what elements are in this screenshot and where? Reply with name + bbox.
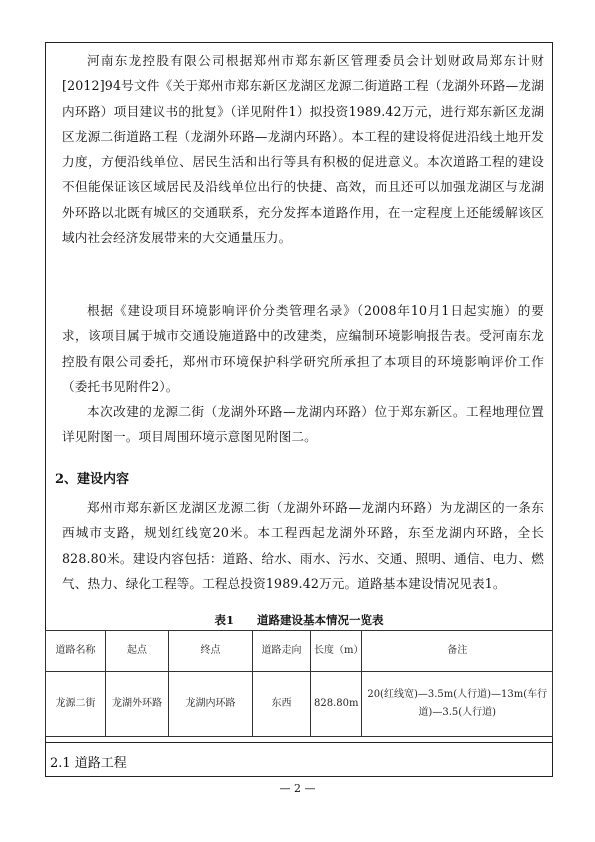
construction-paragraph: 郑州市郑东新区龙湖区龙源二街（龙湖外环路—龙湖内环路）为龙湖区的一条东西城市支路，规划红线宽20米。本工程西起龙湖外环路，东至龙湖内环路，全长828.80米。建设内容包括：道路、给水、雨水、污水、交通、照明、通信、电力、燃气、热力、绿化工程等。工程总投资1989.42万元。道路基本建设情况见表1。 [62,500,544,591]
section-divider [45,742,553,743]
cell-length: 828.80m [311,672,362,737]
cell-start: 龙湖外环路 [106,672,169,737]
header-start: 起点 [106,631,169,672]
table-caption: 表1 道路建设基本情况一览表 [214,613,384,627]
intro-paragraph-1: 河南东龙控股有限公司根据郑州市郑东新区管理委员会计划财政局郑东计财[2012]94号文件《关于郑州市郑东新区龙湖区龙源二街道路工程（龙湖外环路—龙湖内环路）项目建议书的批复》（详见附件1）拟投资1989.42万元，进行郑东新区龙湖区龙源二街道路工程（龙湖外环路—龙湖内环路）。本工程的建设将促进沿线土地开发力度，方便沿线单位、居民生活和出行等具有积极的促进意义。本次道路工程的建设不但能保证该区域居民及沿线单位出行的快捷、高效，而且还可以加强龙湖区与龙湖外环路以北既有城区的交通联系，充分发挥本道路作用，在一定程度上还能缓解该区域内社会经济发展带来的大交通量压力。 [62,53,544,246]
cell-note: 20(红线宽)—3.5m(人行道)—13m(车行道)—3.5(人行道) [362,672,553,737]
intro-paragraph-2: 根据《建设项目环境影响评价分类管理名录》（2008年10月1日起实施）的要求，该项目属于城市交通设施道路中的改建类，应编制环境影响报告表。受河南东龙控股有限公司委托，郑州市环境保护科学研究所承担了本项目的环境影响评价工作（委托书见附件2）。 [62,303,544,394]
subsection-title-road: 2.1 道路工程 [50,756,127,771]
road-info-table [45,630,553,737]
header-note: 备注 [362,631,553,672]
table-header-row [46,631,553,672]
cell-end: 龙湖内环路 [169,672,253,737]
page-number: — 2 — [279,782,316,795]
header-direction: 道路走向 [253,631,311,672]
header-road-name: 道路名称 [46,631,106,672]
header-length: 长度（m） [311,631,362,672]
cell-road-name: 龙源二街 [46,672,106,737]
section-title-construction: 2、建设内容 [55,472,130,487]
intro-paragraph-3: 本次改建的龙源二街（龙湖外环路—龙湖内环路）位于郑东新区。工程地理位置详见附图一。项目周围环境示意图见附图二。 [62,404,544,445]
header-end: 终点 [169,631,253,672]
table-row [46,672,553,737]
cell-direction: 东西 [253,672,311,737]
